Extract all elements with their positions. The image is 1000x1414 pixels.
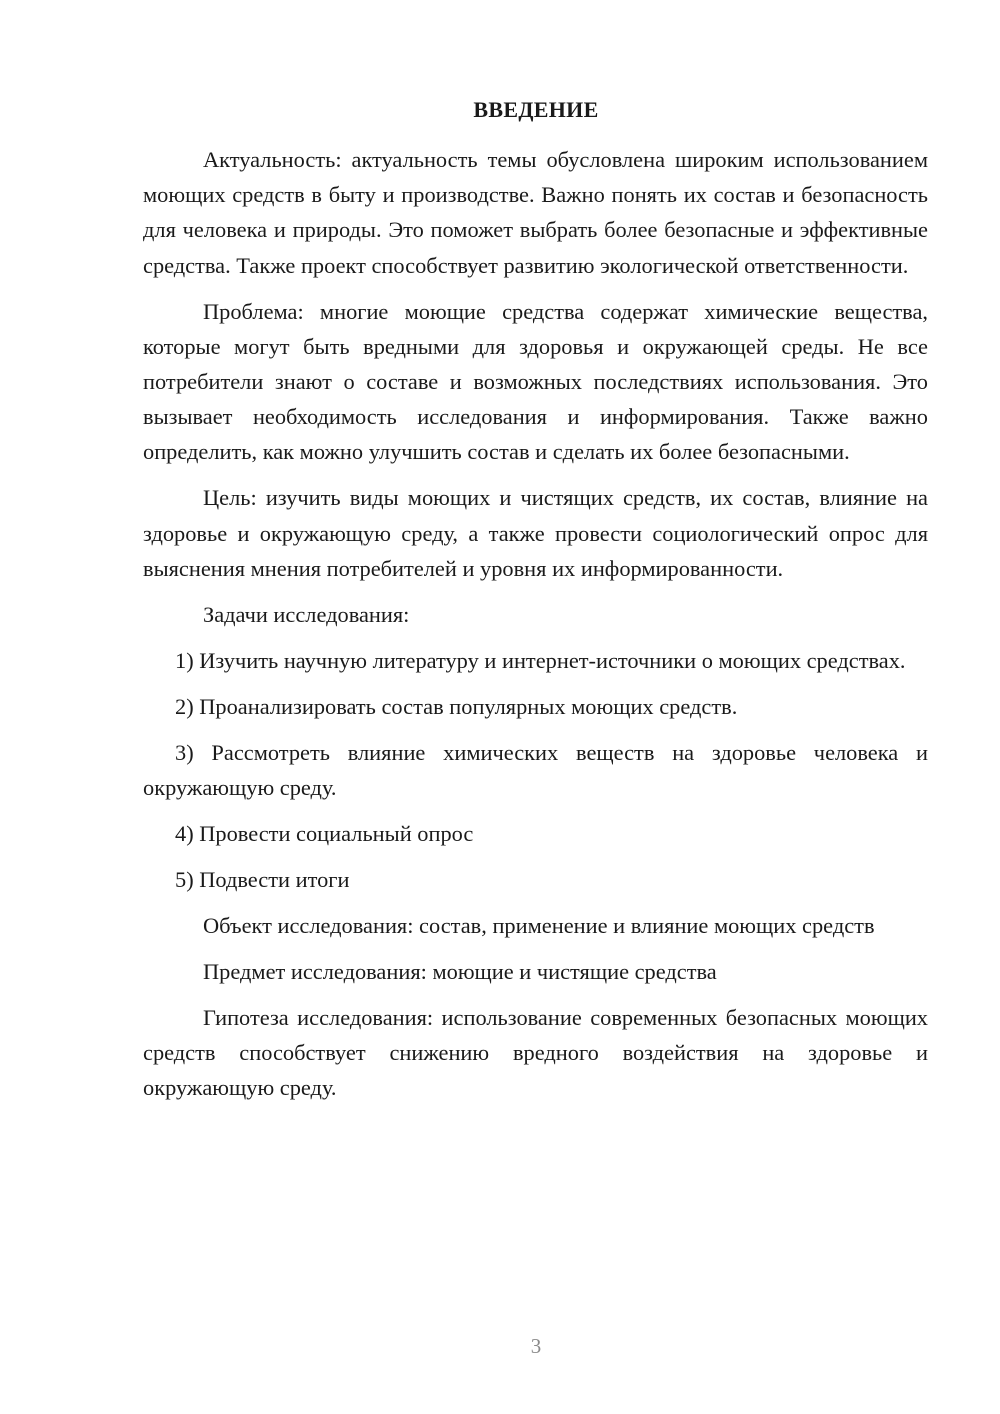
object-paragraph: Объект исследования: состав, применение и влияние моющих средств — [203, 913, 875, 939]
problem-paragraph: Проблема: многие моющие средства содержат химические вещества, которые могут быть вредными для здоровья и окружающей среды. Не все потребители знают о составе и возможных последствиях использования. Это вызывает необходимость исследования и информирования. Также важно определить, как можно улучшить состав и сделать их более безопасными. — [143, 298, 928, 465]
page-number: 3 — [530, 1334, 542, 1358]
task-item-1: 1) Изучить научную литературу и интернет-источники о моющих средствах. — [175, 647, 906, 673]
relevance-paragraph: Актуальность: актуальность темы обусловлена широким использованием моющих средств в быту и производстве. Важно понять их состав и безопасность для человека и природы. Это поможет выбрать более безопасные и эффективные средства. Также проект способствует развитию экологической ответственности. — [143, 147, 928, 278]
hypothesis-paragraph: Гипотеза исследования: использование современных безопасных моющих средств способствует снижению вредного воздействия на здоровье и окружающую среду. — [143, 1005, 928, 1101]
task-item-5: 5) Подвести итоги — [175, 867, 350, 893]
body-text — [143, 142, 928, 1116]
goal-paragraph: Цель: изучить виды моющих и чистящих средств, их состав, влияние на здоровье и окружающую среду, а также провести социологический опрос для выяснения мнения потребителей и уровня их информированности. — [143, 485, 928, 581]
tasks-heading: Задачи исследования: — [203, 601, 410, 627]
task-item-3: 3) Рассмотреть влияние химических веществ на здоровье человека и окружающую среду. — [143, 739, 928, 801]
subject-paragraph: Предмет исследования: моющие и чистящие средства — [203, 959, 717, 985]
task-item-4: 4) Провести социальный опрос — [175, 821, 474, 847]
task-item-2: 2) Проанализировать состав популярных моющих средств. — [175, 693, 738, 719]
page-title: ВВЕДЕНИЕ — [473, 97, 599, 122]
